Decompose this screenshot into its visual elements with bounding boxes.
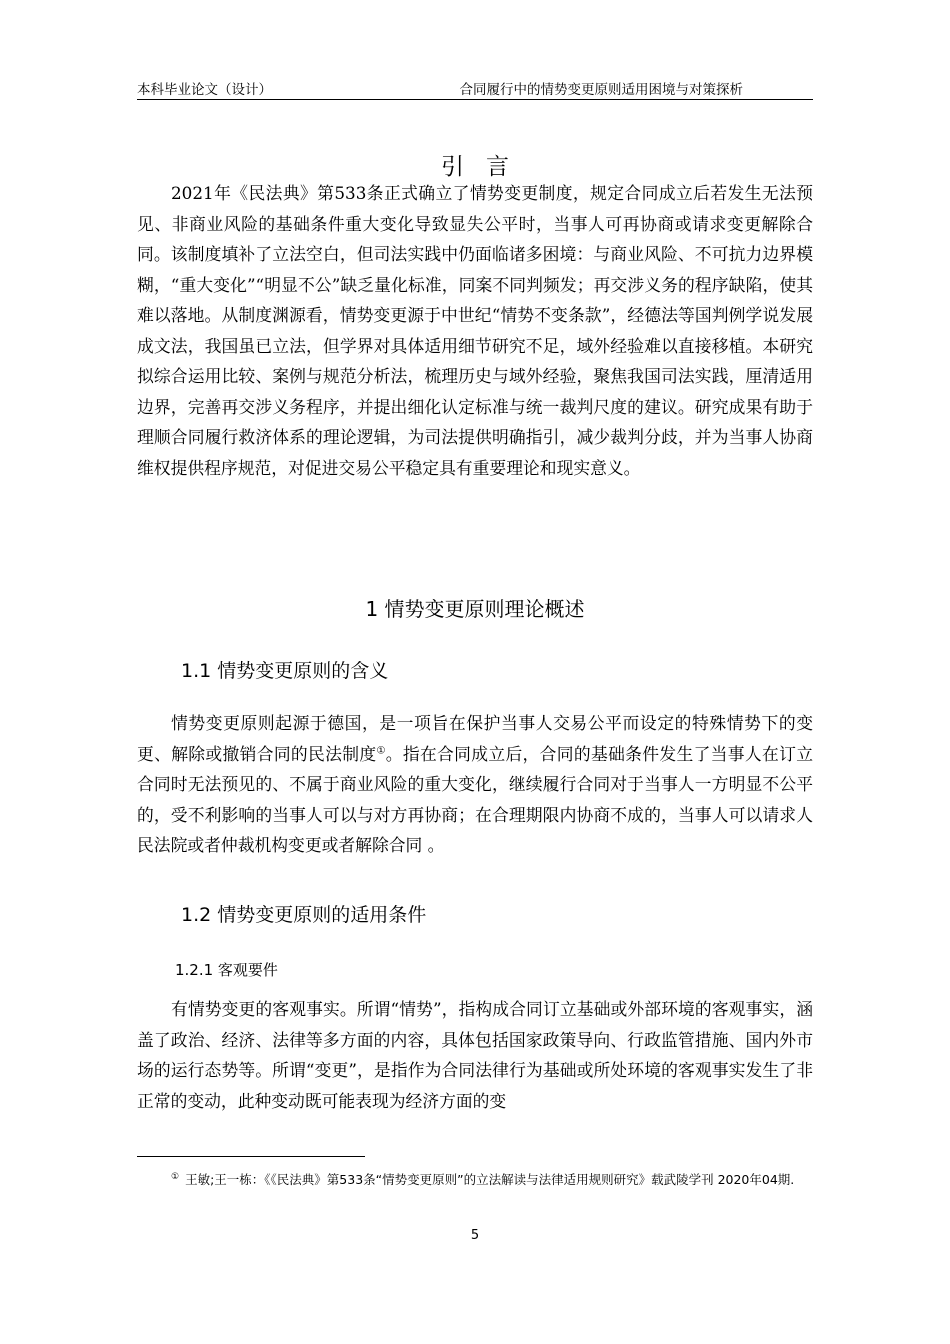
- chapter-title: 引言: [441, 154, 531, 180]
- section-1-2-1-heading: 1.2.1 客观要件: [175, 961, 278, 979]
- section-1-1-paragraph: [137, 708, 813, 861]
- page-header: [137, 78, 813, 98]
- header-left-text: 本科毕业论文（设计）: [137, 82, 272, 98]
- intro-paragraph: 2021年《民法典》第533条正式确立了情势变更制度，规定合同成立后若发生无法预见、非商业风险的基础条件重大变化导致显失公平时，当事人可再协商或请求变更解除合同。该制度填补了立法空白，但司法实践中仍面临诸多困境：与商业风险、不可抗力边界模糊，“重大变化”“明显不公”缺乏量化标准，同案不同判频发；再交涉义务的程序缺陷，使其难以落地。从制度渊源看，情势变更源于中世纪“情势不变条款”，经德法等国判例学说发展成文法，我国虽已立法，但学界对具体适用细节研究不足，域外经验难以直接移植。本研究拟综合运用比较、案例与规范分析法，梳理历史与域外经验，聚焦我国司法实践，厘清适用边界，完善再交涉义务程序，并提出细化认定标准与统一裁判尺度的建议。研究成果有助于理顺合同履行救济体系的理论逻辑，为司法提供明确指引，减少裁判分歧，并为当事人协商维权提供程序规范，对促进交易公平稳定具有重要理论和现实意义。: [137, 183, 813, 478]
- section-1-2-heading: 1.2 情势变更原则的适用条件: [181, 904, 427, 926]
- header-right-text: 合同履行中的情势变更原则适用困境与对策探析: [459, 82, 743, 98]
- header-rule: [137, 99, 813, 100]
- page-number: 5: [470, 1228, 480, 1243]
- footnote-separator: [137, 1156, 365, 1157]
- section-1-heading: 1 情势变更原则理论概述: [365, 597, 585, 621]
- section-1-1-text-b: 。指在合同成立后，合同的基础条件发生了当事人在订立合同时无法预见的、不属于商业风险的重大变化，继续履行合同对于当事人一方明显不公平的，受不利影响的当事人可以与对方再协商；在合理期限内协商不成的，当事人可以请求人民法院或者仲裁机构变更或者解除合同 。: [137, 743, 813, 855]
- footnote-reference[interactable]: ①: [376, 744, 386, 756]
- section-1-2-1-paragraph: 有情势变更的客观事实。所谓“情势”，指构成合同订立基础或外部环境的客观事实，涵盖了政治、经济、法律等多方面的内容，具体包括国家政策导向、行政监管措施、国内外市场的运行态势等。所谓“变更”，是指作为合同法律行为基础或所处环境的客观事实发生了非正常的变动，此种变动既可能表现为经济方面的变: [137, 999, 813, 1111]
- section-1-1-heading: 1.1 情势变更原则的含义: [181, 660, 389, 682]
- footnote-text: 王敏;王一栋：《《民法典》第533条“情势变更原则”的立法解读与法律适用规则研究》载武陵学刊 2020年04期.: [185, 1172, 795, 1188]
- section-1-1-text-a: 情势变更原则起源于德国，是一项旨在保护当事人交易公平而设定的特殊情势下的变更、解除或撤销合同的民法制度: [137, 713, 813, 764]
- footnote-mark: ①: [171, 1172, 180, 1182]
- footnote: [137, 1166, 813, 1191]
